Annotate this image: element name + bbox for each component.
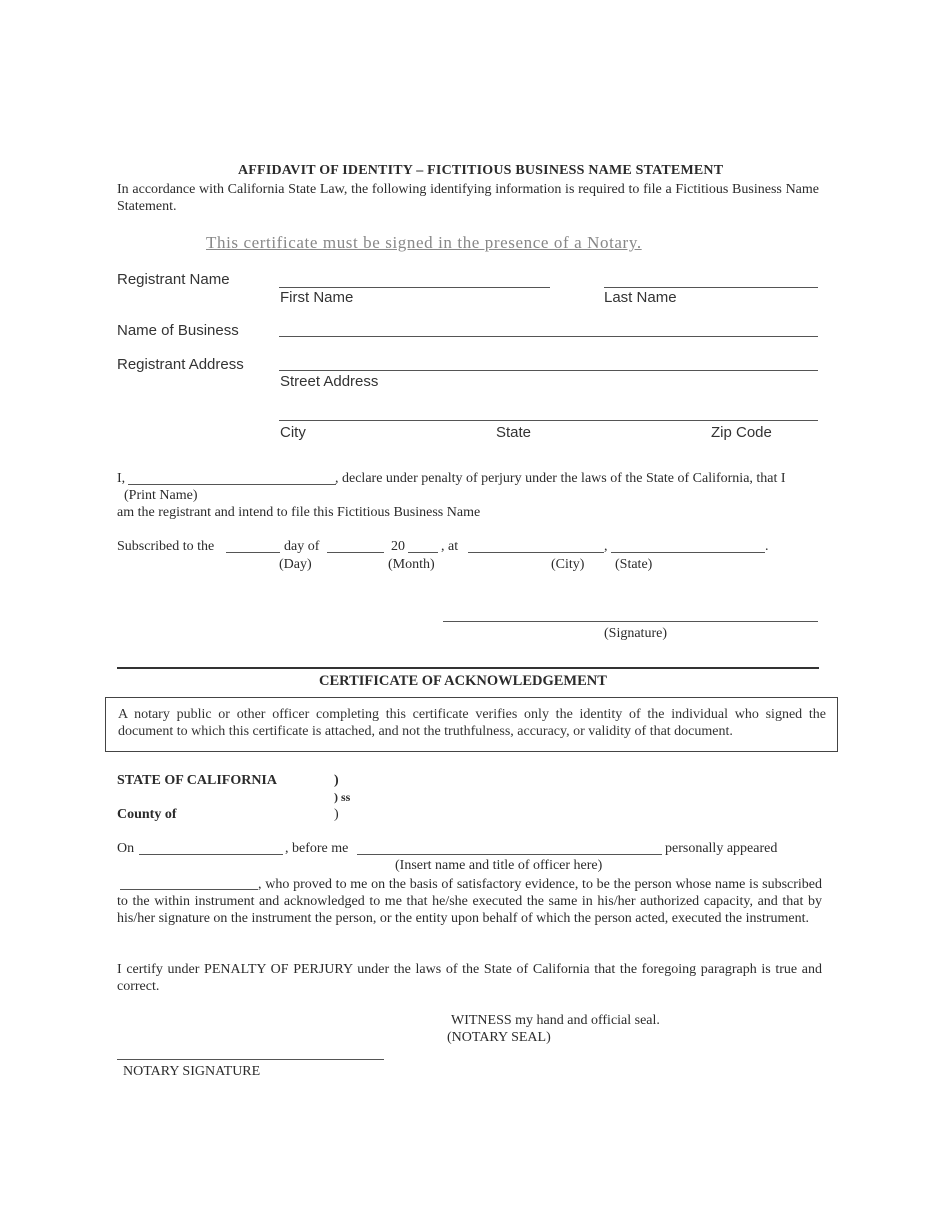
personally-appeared-text: personally appeared [665, 841, 778, 856]
venue-paren-3: ) [334, 807, 339, 822]
year-field[interactable] [408, 552, 438, 553]
certificate-disclaimer-box [105, 697, 838, 752]
year-prefix: 20 [391, 539, 405, 554]
notary-signature-field[interactable] [117, 1059, 384, 1060]
county-of: County of [117, 807, 177, 822]
notary-notice: This certificate must be signed in the presence of a Notary. [206, 233, 642, 252]
venue-paren-1: ) [334, 773, 339, 788]
last-name-label: Last Name [604, 289, 677, 306]
business-name-field[interactable] [279, 336, 818, 337]
acknowledgement-date-field[interactable] [139, 854, 283, 855]
zip-code-label: Zip Code [711, 424, 772, 441]
on-text: On [117, 841, 135, 856]
business-name-label: Name of Business [117, 322, 239, 339]
insert-officer-label: (Insert name and title of officer here) [395, 858, 603, 873]
subscribed-state-label: (State) [615, 557, 653, 572]
day-of-text: day of [284, 539, 320, 554]
certify-paragraph: I certify under PENALTY OF PERJURY under the laws of the State of California that the foregoing paragraph is true and correct. [117, 962, 822, 994]
month-label: (Month) [388, 557, 435, 572]
subscribed-state-field[interactable] [611, 552, 765, 553]
intro-paragraph: In accordance with California State Law, the following identifying information is required to file a Fictitious Business Name Statement. [117, 182, 819, 214]
declaration-text: , declare under penalty of perjury under the laws of the State of California, that I [335, 471, 786, 486]
state-of-california: STATE OF CALIFORNIA [117, 773, 277, 788]
notary-seal-text: (NOTARY SEAL) [447, 1030, 551, 1045]
street-address-field[interactable] [279, 370, 818, 371]
first-name-field[interactable] [279, 287, 550, 288]
subscribed-city-label: (City) [551, 557, 585, 572]
witness-text: WITNESS my hand and official seal. [451, 1013, 660, 1028]
before-me-text: , before me [285, 841, 349, 856]
month-field[interactable] [327, 552, 384, 553]
declaration-prefix: I, [117, 471, 126, 486]
state-label: State [496, 424, 532, 441]
last-name-field[interactable] [604, 287, 818, 288]
venue-paren-ss: ) ss [334, 790, 351, 804]
document-title: AFFIDAVIT OF IDENTITY – FICTITIOUS BUSINESS NAME STATEMENT [238, 163, 724, 178]
certificate-title: CERTIFICATE OF ACKNOWLEDGEMENT [319, 673, 607, 689]
at-text: , at [441, 539, 459, 554]
proved-paragraph: , who proved to me on the basis of satisfactory evidence, to be the person whose name is subscribed to the within instrument and acknowledged to me that he/she executed the same in his/her authorized capacity, and that by his/her signature on the instrument the person, or the entity upon behalf of which the person acted, executed the instrument. [117, 877, 822, 926]
day-field[interactable] [226, 552, 280, 553]
city-state-zip-field[interactable] [279, 420, 818, 421]
street-address-label: Street Address [280, 373, 379, 390]
day-label: (Day) [279, 557, 312, 572]
print-name-label: (Print Name) [124, 488, 198, 503]
period-text: . [765, 539, 769, 554]
print-name-field[interactable] [128, 484, 336, 485]
section-divider [117, 667, 819, 669]
first-name-label: First Name [280, 289, 354, 306]
city-label: City [280, 424, 306, 441]
notary-signature-label: NOTARY SIGNATURE [123, 1064, 261, 1079]
certificate-disclaimer-text: A notary public or other officer completing this certificate verifies only the identity of the individual who signed the document to which this certificate is attached, and not the truthfulness, accuracy, or validity of that document. [118, 707, 826, 739]
registrant-address-label: Registrant Address [117, 356, 244, 373]
officer-name-field[interactable] [357, 854, 662, 855]
declaration-continuation: am the registrant and intend to file this Fictitious Business Name [117, 505, 481, 520]
subscribed-city-field[interactable] [468, 552, 604, 553]
signature-label: (Signature) [604, 626, 667, 641]
signature-field[interactable] [443, 621, 818, 622]
subscribed-prefix: Subscribed to the [117, 539, 215, 554]
registrant-name-label: Registrant Name [117, 271, 230, 288]
comma-text: , [604, 539, 608, 554]
